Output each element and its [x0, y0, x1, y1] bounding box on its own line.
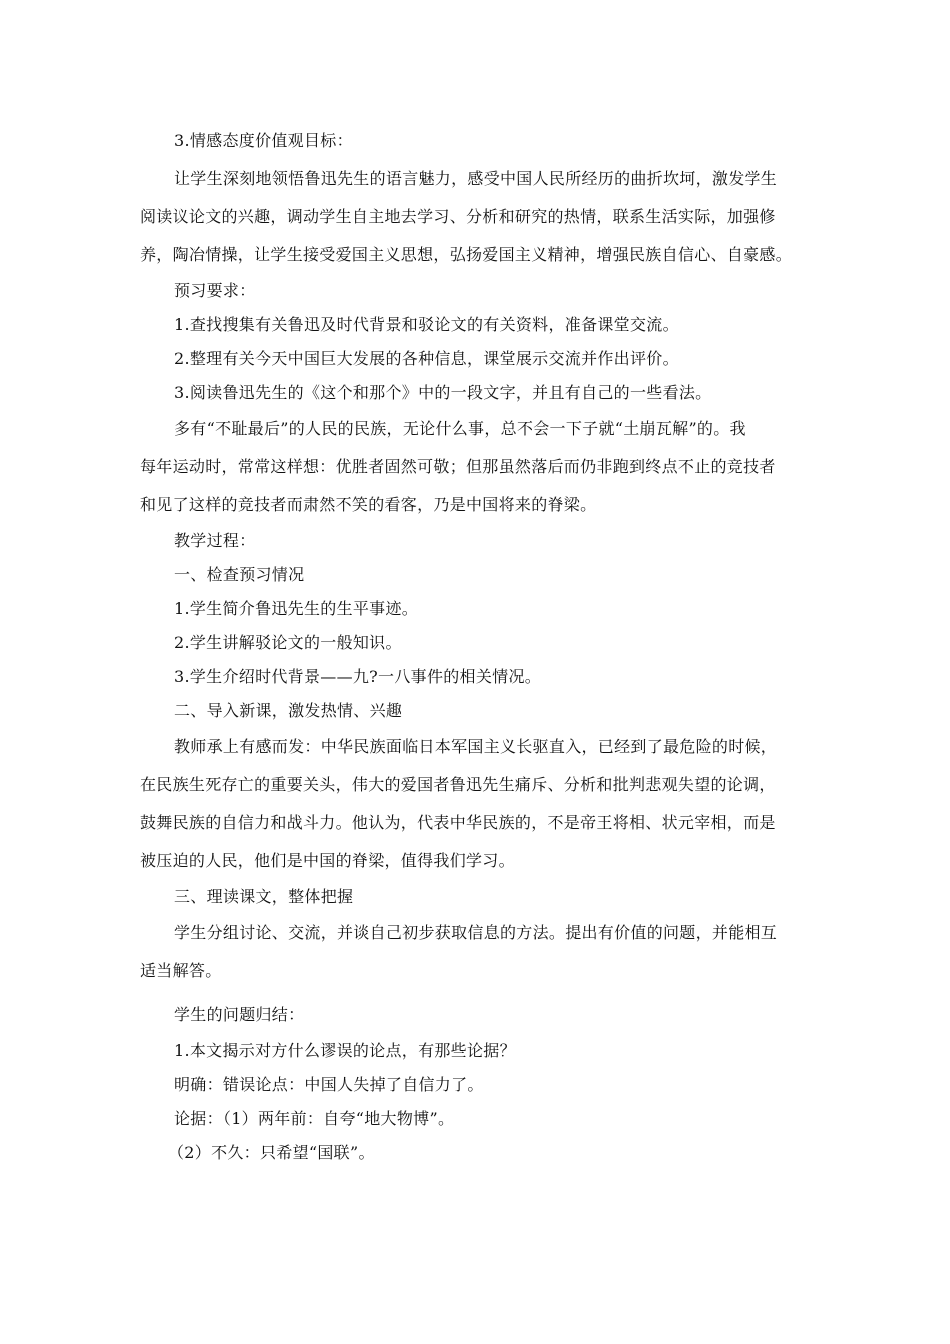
- paragraph-line: 养，陶冶情操，让学生接受爱国主义思想，弘扬爱国主义精神，增强民族自信心、自豪感。: [140, 245, 793, 264]
- section-heading-preview: 预习要求：: [174, 281, 256, 300]
- answer-line: 明确：错误论点：中国人失掉了自信力了。: [174, 1075, 484, 1094]
- list-item: 2.学生讲解驳论文的一般知识。: [174, 633, 402, 652]
- section-heading: 二、导入新课，激发热情、兴趣: [174, 701, 403, 720]
- section-heading: 一、检查预习情况: [174, 565, 305, 584]
- answer-line: 论据：（1）两年前：自夸“地大物博”。: [174, 1109, 455, 1128]
- paragraph-line: 适当解答。: [140, 961, 222, 980]
- paragraph-line: 被压迫的人民，他们是中国的脊梁，值得我们学习。: [140, 851, 515, 870]
- section-heading: 学生的问题归结：: [174, 1005, 305, 1024]
- quote-line: 多有“不耻最后”的人民的民族，无论什么事，总不会一下子就“土崩瓦解”的。我: [174, 419, 746, 438]
- list-item: 3.阅读鲁迅先生的《这个和那个》中的一段文字，并且有自己的一些看法。: [174, 383, 712, 402]
- document-body: [140, 124, 812, 1170]
- answer-line: （2）不久：只希望“国联”。: [168, 1143, 375, 1162]
- list-item: 1.学生简介鲁迅先生的生平事迹。: [174, 599, 419, 618]
- paragraph-line: 在民族生死存亡的重要关头，伟大的爱国者鲁迅先生痛斥、分析和批判悲观失望的论调，: [140, 775, 776, 794]
- paragraph-line: 让学生深刻地领悟鲁迅先生的语言魅力，感受中国人民所经历的曲折坎坷，激发学生: [174, 169, 778, 188]
- list-item: 3.学生介绍时代背景——九?一八事件的相关情况。: [174, 667, 542, 686]
- list-item: 1.查找搜集有关鲁迅及时代背景和驳论文的有关资料，准备课堂交流。: [174, 315, 679, 334]
- section-heading: 三、理读课文，整体把握: [174, 887, 354, 906]
- paragraph-line: 学生分组讨论、交流，并谈自己初步获取信息的方法。提出有价值的问题，并能相互: [174, 923, 778, 942]
- question-line: 1.本文揭示对方什么谬误的论点，有那些论据？: [174, 1041, 516, 1060]
- paragraph-line: 教师承上有感而发：中华民族面临日本军国主义长驱直入，已经到了最危险的时候，: [174, 737, 778, 756]
- paragraph-line: 鼓舞民族的自信力和战斗力。他认为，代表中华民族的，不是帝王将相、状元宰相，而是: [140, 813, 776, 832]
- quote-line: 每年运动时，常常这样想：优胜者固然可敬；但那虽然落后而仍非跑到终点不止的竞技者: [140, 457, 776, 476]
- section-heading-teaching-process: 教学过程：: [174, 531, 256, 550]
- list-item: 2.整理有关今天中国巨大发展的各种信息，课堂展示交流并作出评价。: [174, 349, 679, 368]
- section-heading-affective-goals: 3.情感态度价值观目标：: [174, 131, 353, 150]
- paragraph-line: 阅读议论文的兴趣，调动学生自主地去学习、分析和研究的热情，联系生活实际，加强修: [140, 207, 776, 226]
- quote-line: 和见了这样的竞技者而肃然不笑的看客，乃是中国将来的脊梁。: [140, 495, 597, 514]
